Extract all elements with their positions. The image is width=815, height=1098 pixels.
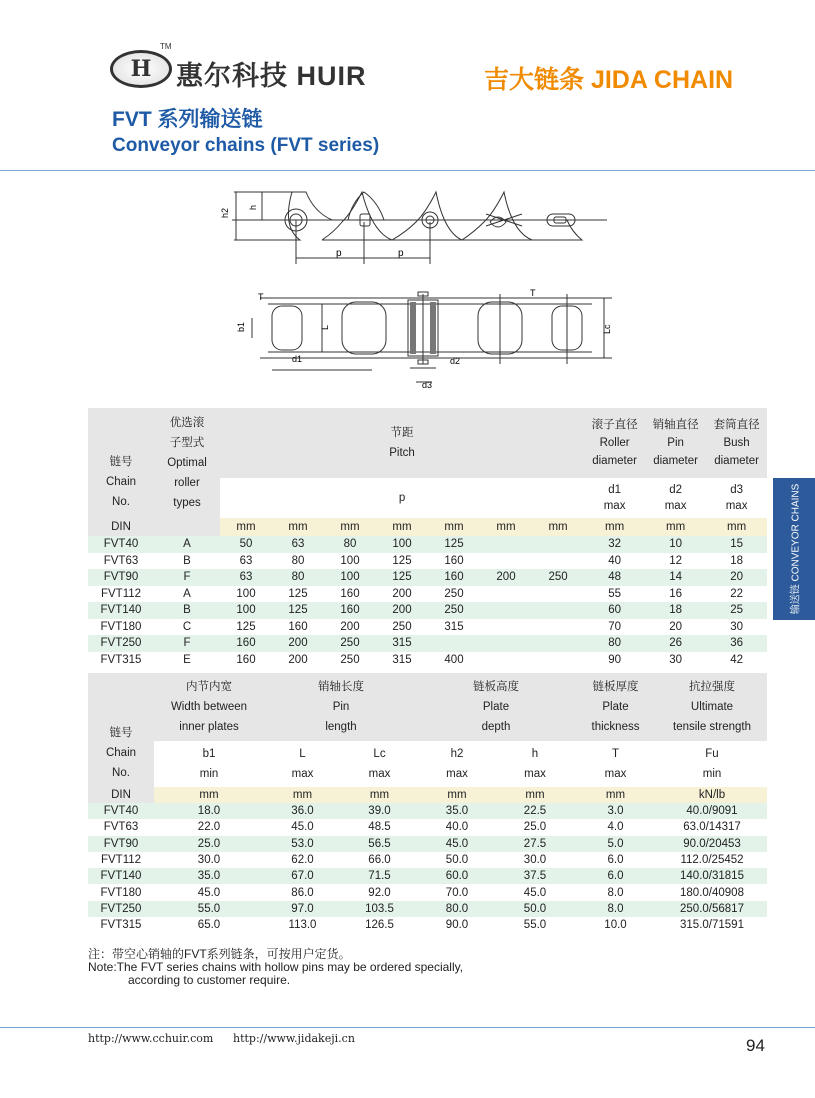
unit-cell: mm	[480, 518, 532, 536]
table-row	[88, 553, 767, 570]
dimensions-table-body	[88, 803, 767, 933]
value-cell: E	[154, 652, 220, 669]
note-en-line1: Note:The FVT series chains with hollow pins may be ordered specially,	[88, 960, 464, 974]
footer-url-cchuir[interactable]: http://www.cchuir.com	[88, 1032, 214, 1045]
col-header-bush-diameter: 套筒直径 Bush diameter	[706, 408, 767, 478]
dim-label-p1: p	[336, 248, 342, 259]
value-cell: 113.0	[264, 917, 341, 933]
col-header-tensile-strength: 抗拉强度 Ultimate tensile strength	[657, 673, 767, 741]
value-cell: 45.0	[264, 819, 341, 835]
value-cell: 48.5	[341, 819, 418, 835]
sym-h2: h2 max	[418, 741, 496, 787]
chain-no-cell: FVT40	[88, 536, 154, 553]
value-cell: 126.5	[341, 917, 418, 933]
sym-L: L max	[264, 741, 341, 787]
value-cell: 67.0	[264, 868, 341, 884]
table-row	[88, 901, 767, 917]
value-cell: 62.0	[264, 852, 341, 868]
value-cell: 250	[428, 602, 480, 619]
table-row	[88, 917, 767, 933]
col-header-d3-symbol: d3 max	[706, 478, 767, 518]
unit-cell: mm	[706, 518, 767, 536]
value-cell: F	[154, 635, 220, 652]
value-cell: 20	[645, 619, 706, 636]
value-cell: 36	[706, 635, 767, 652]
header-divider	[0, 170, 815, 171]
col-header-pin-length: 销轴长度 Pin length	[264, 673, 418, 741]
value-cell: 66.0	[341, 852, 418, 868]
value-cell: 160	[428, 569, 480, 586]
unit-cell: mm	[428, 518, 480, 536]
col-header-d2-symbol: d2 max	[645, 478, 706, 518]
col-header-width-between: 内节内宽 Width between inner plates	[154, 673, 264, 741]
value-cell: 200	[376, 602, 428, 619]
chain-no-cell: FVT90	[88, 836, 154, 852]
value-cell: 125	[428, 536, 480, 553]
sym-Fu: Fu min	[657, 741, 767, 787]
value-cell: 40	[584, 553, 645, 570]
value-cell: 10.0	[574, 917, 657, 933]
dim-label-h2: h2	[220, 207, 230, 218]
value-cell: 40.0/9091	[657, 803, 767, 819]
unit-cell: mm	[341, 787, 418, 803]
value-cell: 100	[220, 586, 272, 603]
value-cell: 125	[272, 586, 324, 603]
chain-no-cell: FVT112	[88, 586, 154, 603]
value-cell: 160	[324, 586, 376, 603]
value-cell: 12	[645, 553, 706, 570]
value-cell: 40.0	[418, 819, 496, 835]
value-cell: 32	[584, 536, 645, 553]
value-cell: 250	[428, 586, 480, 603]
value-cell	[480, 586, 532, 603]
value-cell: 80	[272, 569, 324, 586]
value-cell	[532, 635, 584, 652]
value-cell: 80	[584, 635, 645, 652]
value-cell: 35.0	[154, 868, 264, 884]
value-cell: 160	[220, 652, 272, 669]
chain-no-cell: FVT250	[88, 635, 154, 652]
chain-no-cell: FVT90	[88, 569, 154, 586]
col-header-plate-thickness: 链板厚度 Plate thickness	[574, 673, 657, 741]
dim-label-T1: T	[258, 292, 264, 302]
unit-cell: mm	[324, 518, 376, 536]
table-row	[88, 586, 767, 603]
value-cell: 315.0/71591	[657, 917, 767, 933]
value-cell: 71.5	[341, 868, 418, 884]
chain-no-cell: FVT63	[88, 553, 154, 570]
footer-url-jidakeji[interactable]: http://www.jidakeji.cn	[233, 1032, 355, 1045]
value-cell: 250.0/56817	[657, 901, 767, 917]
value-cell: 112.0/25452	[657, 852, 767, 868]
chain-no-cell: FVT315	[88, 917, 154, 933]
value-cell: 63	[220, 569, 272, 586]
unit-cell: mm	[584, 518, 645, 536]
value-cell: 315	[376, 635, 428, 652]
value-cell: 200	[376, 586, 428, 603]
value-cell: 10	[645, 536, 706, 553]
value-cell: 63	[220, 553, 272, 570]
value-cell	[532, 652, 584, 669]
dim-label-d3: d3	[422, 380, 433, 390]
dim-label-b1: b1	[236, 321, 246, 332]
value-cell: 26	[645, 635, 706, 652]
value-cell: 48	[584, 569, 645, 586]
value-cell: 315	[376, 652, 428, 669]
value-cell: 200	[480, 569, 532, 586]
units-blank	[154, 518, 220, 536]
col-header-pitch: 节距 Pitch	[220, 408, 584, 478]
value-cell: B	[154, 553, 220, 570]
value-cell: 30.0	[154, 852, 264, 868]
chain-no-cell: FVT250	[88, 901, 154, 917]
value-cell: 250	[324, 635, 376, 652]
value-cell: 6.0	[574, 868, 657, 884]
unit-cell-fu: kN/lb	[657, 787, 767, 803]
value-cell: 250	[324, 652, 376, 669]
value-cell: 100	[324, 553, 376, 570]
value-cell: 70.0	[418, 884, 496, 900]
value-cell: 160	[272, 619, 324, 636]
value-cell: 50	[220, 536, 272, 553]
note-cn: 注：带空心销轴的FVT系列链条，可按用户定货。	[88, 947, 351, 961]
value-cell: 65.0	[154, 917, 264, 933]
value-cell: 6.0	[574, 852, 657, 868]
value-cell: 45.0	[154, 884, 264, 900]
value-cell: 160	[324, 602, 376, 619]
value-cell: 18	[706, 553, 767, 570]
value-cell	[480, 635, 532, 652]
col-header-pin-diameter: 销轴直径 Pin diameter	[645, 408, 706, 478]
value-cell: 100	[324, 569, 376, 586]
unit-cell: mm	[264, 787, 341, 803]
value-cell: 8.0	[574, 901, 657, 917]
value-cell: 180.0/40908	[657, 884, 767, 900]
din-label: DIN	[88, 518, 154, 536]
dimensions-strength-table	[88, 673, 767, 933]
unit-cell: mm	[645, 518, 706, 536]
table-row	[88, 803, 767, 819]
side-tab-label: 输送链 CONVEYOR CHAINS	[790, 483, 802, 615]
brand-huir: 惠尔科技 HUIR	[176, 61, 367, 91]
page-title-cn: FVT 系列输送链	[112, 108, 263, 131]
table-row	[88, 569, 767, 586]
table-row	[88, 536, 767, 553]
value-cell: 22.0	[154, 819, 264, 835]
value-cell: 90.0	[418, 917, 496, 933]
value-cell: 103.5	[341, 901, 418, 917]
value-cell	[532, 602, 584, 619]
dim-label-d1: d1	[292, 354, 303, 364]
value-cell: A	[154, 586, 220, 603]
value-cell: 45.0	[418, 836, 496, 852]
pitch-diameter-table	[88, 408, 767, 668]
din-label-2: DIN	[88, 787, 154, 803]
value-cell: 200	[272, 635, 324, 652]
value-cell: 200	[272, 652, 324, 669]
section-side-tab	[773, 478, 815, 620]
value-cell: 14	[645, 569, 706, 586]
value-cell: 125	[272, 602, 324, 619]
value-cell	[480, 652, 532, 669]
unit-cell: mm	[496, 787, 574, 803]
value-cell: 125	[220, 619, 272, 636]
table-row	[88, 836, 767, 852]
value-cell: 3.0	[574, 803, 657, 819]
value-cell: 63	[272, 536, 324, 553]
unit-cell: mm	[574, 787, 657, 803]
sym-b1: b1 min	[154, 741, 264, 787]
value-cell: 60.0	[418, 868, 496, 884]
value-cell: A	[154, 536, 220, 553]
col-header-roller-types: 优选滚 子型式 Optimal roller types	[154, 408, 220, 518]
value-cell: 20	[706, 569, 767, 586]
company-logo: H	[110, 50, 172, 88]
sym-Lc: Lc max	[341, 741, 418, 787]
value-cell: 18	[645, 602, 706, 619]
value-cell: 25.0	[154, 836, 264, 852]
value-cell: 250	[376, 619, 428, 636]
value-cell	[480, 619, 532, 636]
value-cell: 315	[428, 619, 480, 636]
footer-divider	[0, 1027, 815, 1028]
col-header-roller-diameter: 滚子直径 Roller diameter	[584, 408, 645, 478]
value-cell: 27.5	[496, 836, 574, 852]
value-cell: 22	[706, 586, 767, 603]
unit-cell: mm	[532, 518, 584, 536]
col-header-chain-no: 链号 Chain No.	[88, 408, 154, 518]
value-cell	[480, 553, 532, 570]
value-cell: 50.0	[418, 852, 496, 868]
table-row	[88, 619, 767, 636]
chain-top-view-drawing	[232, 284, 622, 396]
value-cell: 22.5	[496, 803, 574, 819]
value-cell: 125	[376, 569, 428, 586]
value-cell: 100	[220, 602, 272, 619]
value-cell: 400	[428, 652, 480, 669]
unit-cell: mm	[154, 787, 264, 803]
value-cell: 30.0	[496, 852, 574, 868]
value-cell: 55.0	[154, 901, 264, 917]
brand-jida-chain: 吉大链条 JIDA CHAIN	[484, 66, 734, 94]
value-cell	[480, 602, 532, 619]
unit-cell: mm	[220, 518, 272, 536]
value-cell	[532, 619, 584, 636]
value-cell: 50.0	[496, 901, 574, 917]
value-cell: 30	[706, 619, 767, 636]
table-row	[88, 652, 767, 669]
value-cell: 63.0/14317	[657, 819, 767, 835]
value-cell	[532, 586, 584, 603]
dim-label-d2: d2	[450, 356, 461, 366]
unit-cell: mm	[376, 518, 428, 536]
value-cell: 30	[645, 652, 706, 669]
dim-label-L: L	[320, 324, 330, 330]
value-cell: 39.0	[341, 803, 418, 819]
dim-label-p2: p	[398, 248, 404, 259]
value-cell: 55.0	[496, 917, 574, 933]
chain-side-view-drawing	[222, 182, 612, 268]
value-cell: 90	[584, 652, 645, 669]
chain-no-cell: FVT180	[88, 884, 154, 900]
value-cell: 200	[324, 619, 376, 636]
col-header-pitch-symbol: p	[220, 478, 584, 518]
note-en-line2: according to customer require.	[128, 973, 291, 987]
table-row	[88, 852, 767, 868]
value-cell: 80	[272, 553, 324, 570]
value-cell: 80.0	[418, 901, 496, 917]
value-cell	[480, 536, 532, 553]
value-cell: 160	[220, 635, 272, 652]
chain-no-cell: FVT40	[88, 803, 154, 819]
value-cell: 36.0	[264, 803, 341, 819]
chain-no-cell: FVT140	[88, 602, 154, 619]
value-cell: C	[154, 619, 220, 636]
value-cell: 90.0/20453	[657, 836, 767, 852]
value-cell: 45.0	[496, 884, 574, 900]
table-row	[88, 868, 767, 884]
value-cell: 42	[706, 652, 767, 669]
value-cell: 55	[584, 586, 645, 603]
value-cell: 160	[428, 553, 480, 570]
table-row	[88, 819, 767, 835]
value-cell: 15	[706, 536, 767, 553]
value-cell: 92.0	[341, 884, 418, 900]
value-cell: 97.0	[264, 901, 341, 917]
chain-no-cell: FVT180	[88, 619, 154, 636]
value-cell: 86.0	[264, 884, 341, 900]
value-cell: F	[154, 569, 220, 586]
value-cell: 8.0	[574, 884, 657, 900]
value-cell: 37.5	[496, 868, 574, 884]
chain-no-cell: FVT140	[88, 868, 154, 884]
value-cell: 35.0	[418, 803, 496, 819]
page-number: 94	[746, 1036, 765, 1055]
value-cell	[428, 635, 480, 652]
value-cell: 18.0	[154, 803, 264, 819]
pitch-table-body	[88, 536, 767, 668]
dim-label-T2: T	[530, 288, 536, 298]
sym-T: T max	[574, 741, 657, 787]
value-cell: 16	[645, 586, 706, 603]
table-row	[88, 884, 767, 900]
dim-label-h: h	[248, 204, 258, 210]
value-cell	[532, 536, 584, 553]
value-cell: 80	[324, 536, 376, 553]
value-cell: 53.0	[264, 836, 341, 852]
unit-cell: mm	[272, 518, 324, 536]
value-cell: 60	[584, 602, 645, 619]
table-row	[88, 602, 767, 619]
value-cell: 140.0/31815	[657, 868, 767, 884]
col-header-chain-no-2: 链号 Chain No.	[88, 673, 154, 787]
dim-label-Lc: Lc	[602, 324, 612, 334]
value-cell: 25	[706, 602, 767, 619]
chain-no-cell: FVT63	[88, 819, 154, 835]
value-cell: 250	[532, 569, 584, 586]
trademark-symbol: TM	[160, 42, 172, 51]
value-cell	[532, 553, 584, 570]
unit-cell: mm	[418, 787, 496, 803]
chain-no-cell: FVT112	[88, 852, 154, 868]
value-cell: 5.0	[574, 836, 657, 852]
col-header-d1-symbol: d1 max	[584, 478, 645, 518]
col-header-plate-depth: 链板高度 Plate depth	[418, 673, 574, 741]
value-cell: B	[154, 602, 220, 619]
table-row	[88, 635, 767, 652]
chain-no-cell: FVT315	[88, 652, 154, 669]
sym-h: h max	[496, 741, 574, 787]
value-cell: 4.0	[574, 819, 657, 835]
value-cell: 70	[584, 619, 645, 636]
value-cell: 56.5	[341, 836, 418, 852]
page-title-en: Conveyor chains (FVT series)	[112, 135, 380, 156]
value-cell: 125	[376, 553, 428, 570]
value-cell: 25.0	[496, 819, 574, 835]
value-cell: 100	[376, 536, 428, 553]
